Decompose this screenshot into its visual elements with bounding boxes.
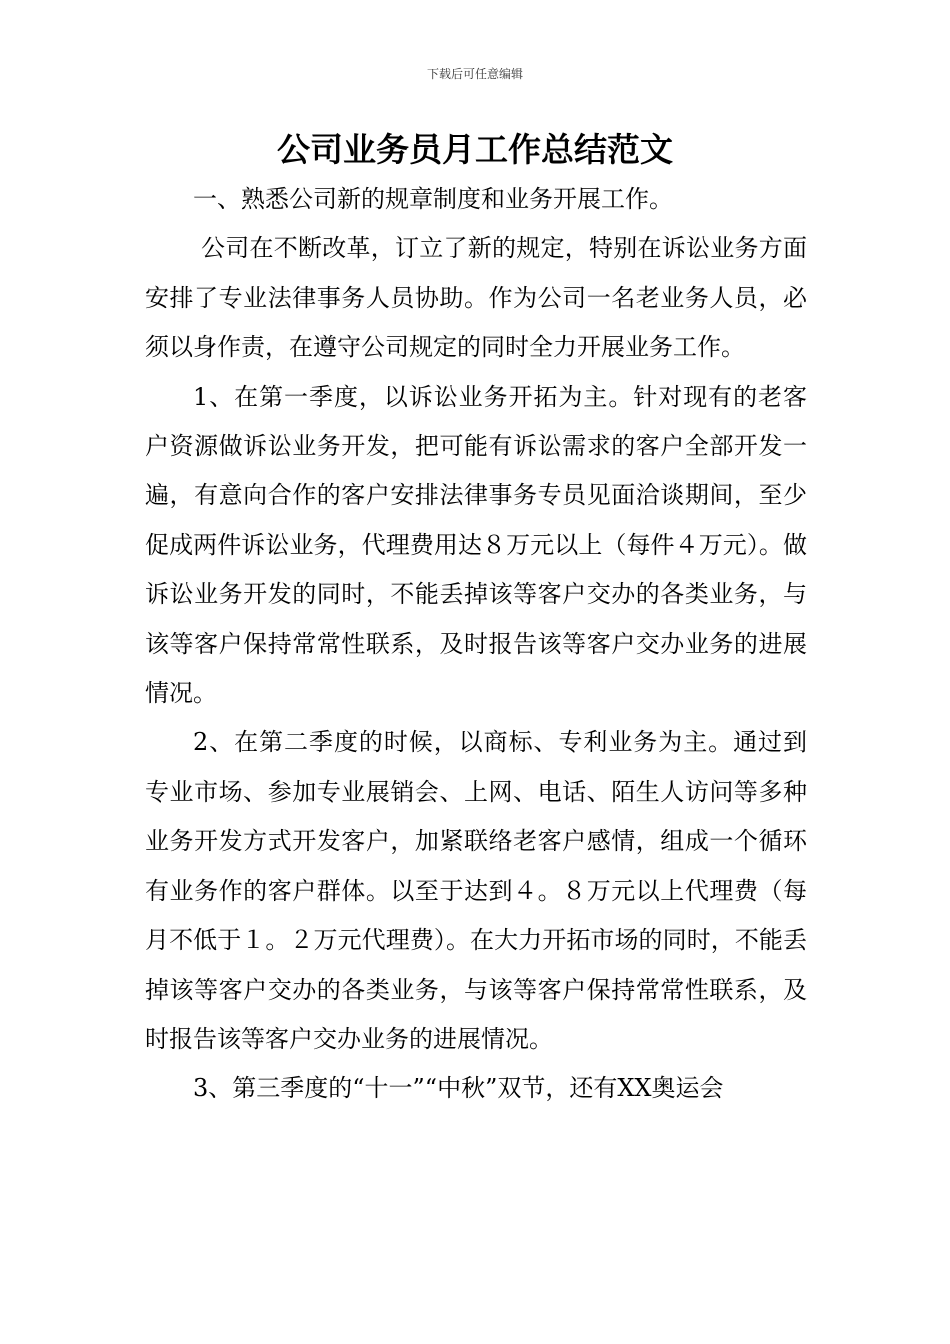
paragraph-intro: 公司在不断改革，订立了新的规定，特别在诉讼业务方面安排了专业法律事务人员协助。作为公司一名老业务人员，必须以身作责，在遵守公司规定的同时全力开展业务工作。 [145,234,807,362]
header-note: 下载后可任意编辑 [426,67,523,81]
paragraph-q2: 2、在第二季度的时候，以商标、专利业务为主。通过到专业市场、参加专业展销会、上网、电话、陌生人访问等多种业务开发方式开发客户，加紧联络老客户感情，组成一个循环有业务作的客户群体。以至于达到４。８万元以上代理费（每月不低于１。２万元代理费）。在大力开拓市场的同时，不能丢掉该等客户交办的各类业务，与该等客户保持常常性联系，及时报告该等客户交办业务的进展情况。 [145,728,807,1053]
paragraph-q3: 3、第三季度的“十一”“中秋”双节，还有XX奥运会 [193,1074,724,1103]
section-heading: 一、熟悉公司新的规章制度和业务开展工作。 [193,185,673,213]
paragraph-q1: 1、在第一季度，以诉讼业务开拓为主。针对现有的老客户资源做诉讼业务开发，把可能有诉讼需求的客户全部开发一遍，有意向合作的客户安排法律事务专员见面洽谈期间，至少促成两件诉讼业务，代理费用达８万元以上（每件４万元）。做诉讼业务开发的同时，不能丢掉该等客户交办的各类业务，与该等客户保持常常性联系，及时报告该等客户交办业务的进展情况。 [145,382,807,708]
document-body [145,175,807,1114]
document-title: 公司业务员月工作总结范文 [277,130,673,169]
